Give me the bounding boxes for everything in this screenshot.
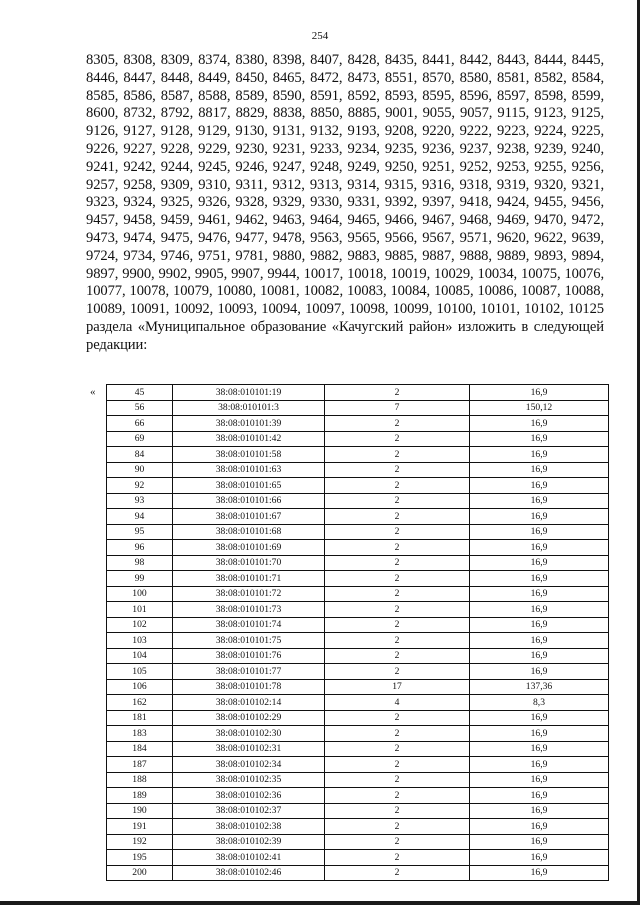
table-row (107, 819, 609, 835)
scan-edge-bottom (0, 901, 640, 905)
table-row (107, 586, 609, 602)
row-number-cell: 56 (107, 400, 173, 416)
table-body (107, 385, 609, 881)
table-row (107, 695, 609, 711)
value-cell: 16,9 (470, 834, 609, 850)
table-row (107, 757, 609, 773)
count-cell: 2 (325, 617, 470, 633)
count-cell: 2 (325, 633, 470, 649)
count-cell: 2 (325, 385, 470, 401)
count-cell: 2 (325, 447, 470, 463)
cadastral-number-cell: 38:08:010101:66 (173, 493, 325, 509)
table-row (107, 400, 609, 416)
table-row (107, 617, 609, 633)
row-number-cell: 69 (107, 431, 173, 447)
table-row (107, 385, 609, 401)
value-cell: 16,9 (470, 648, 609, 664)
table-row (107, 741, 609, 757)
row-number-cell: 189 (107, 788, 173, 804)
table-row (107, 710, 609, 726)
value-cell: 16,9 (470, 726, 609, 742)
count-cell: 2 (325, 540, 470, 556)
count-cell: 2 (325, 788, 470, 804)
cadastral-number-cell: 38:08:010101:70 (173, 555, 325, 571)
cadastral-number-cell: 38:08:010101:3 (173, 400, 325, 416)
count-cell: 2 (325, 416, 470, 432)
count-cell: 2 (325, 710, 470, 726)
row-number-cell: 106 (107, 679, 173, 695)
value-cell: 16,9 (470, 602, 609, 618)
count-cell: 2 (325, 803, 470, 819)
count-cell: 2 (325, 555, 470, 571)
cadastral-number-cell: 38:08:010102:46 (173, 865, 325, 881)
table-row (107, 602, 609, 618)
count-cell: 2 (325, 772, 470, 788)
count-cell: 2 (325, 571, 470, 587)
cadastral-number-cell: 38:08:010101:77 (173, 664, 325, 680)
value-cell: 16,9 (470, 540, 609, 556)
cadastral-number-cell: 38:08:010101:68 (173, 524, 325, 540)
value-cell: 16,9 (470, 819, 609, 835)
cadastral-number-cell: 38:08:010102:14 (173, 695, 325, 711)
row-number-cell: 99 (107, 571, 173, 587)
cadastral-number-cell: 38:08:010101:73 (173, 602, 325, 618)
row-number-cell: 195 (107, 850, 173, 866)
table-row (107, 679, 609, 695)
table-row (107, 447, 609, 463)
table-row (107, 524, 609, 540)
count-cell: 2 (325, 865, 470, 881)
table-row (107, 633, 609, 649)
cadastral-number-cell: 38:08:010101:69 (173, 540, 325, 556)
value-cell: 16,9 (470, 571, 609, 587)
value-cell: 16,9 (470, 803, 609, 819)
value-cell: 16,9 (470, 586, 609, 602)
cadastral-number-cell: 38:08:010102:39 (173, 834, 325, 850)
value-cell: 16,9 (470, 788, 609, 804)
row-number-cell: 93 (107, 493, 173, 509)
row-number-cell: 100 (107, 586, 173, 602)
cadastral-number-cell: 38:08:010101:67 (173, 509, 325, 525)
page-number: 254 (311, 30, 329, 42)
row-number-cell: 90 (107, 462, 173, 478)
value-cell: 16,9 (470, 555, 609, 571)
count-cell: 7 (325, 400, 470, 416)
value-cell: 16,9 (470, 509, 609, 525)
value-cell: 16,9 (470, 664, 609, 680)
row-number-cell: 190 (107, 803, 173, 819)
cadastral-number-cell: 38:08:010101:76 (173, 648, 325, 664)
cadastral-number-cell: 38:08:010102:36 (173, 788, 325, 804)
count-cell: 2 (325, 524, 470, 540)
row-number-cell: 102 (107, 617, 173, 633)
cadastral-number-cell: 38:08:010101:63 (173, 462, 325, 478)
row-number-cell: 92 (107, 478, 173, 494)
count-cell: 2 (325, 462, 470, 478)
table-row (107, 540, 609, 556)
value-cell: 16,9 (470, 710, 609, 726)
value-cell: 137,36 (470, 679, 609, 695)
value-cell: 8,3 (470, 695, 609, 711)
cadastral-number-cell: 38:08:010101:72 (173, 586, 325, 602)
row-number-cell: 96 (107, 540, 173, 556)
count-cell: 2 (325, 741, 470, 757)
count-cell: 2 (325, 602, 470, 618)
row-number-cell: 183 (107, 726, 173, 742)
row-number-cell: 66 (107, 416, 173, 432)
cadastral-number-cell: 38:08:010101:39 (173, 416, 325, 432)
count-cell: 2 (325, 431, 470, 447)
count-cell: 2 (325, 850, 470, 866)
cadastral-number-cell: 38:08:010101:74 (173, 617, 325, 633)
cadastral-number-cell: 38:08:010102:37 (173, 803, 325, 819)
cadastral-number-cell: 38:08:010101:65 (173, 478, 325, 494)
value-cell: 16,9 (470, 416, 609, 432)
cadastral-number-cell: 38:08:010101:71 (173, 571, 325, 587)
value-cell: 16,9 (470, 431, 609, 447)
value-cell: 16,9 (470, 493, 609, 509)
cadastral-number-cell: 38:08:010101:75 (173, 633, 325, 649)
row-number-cell: 200 (107, 865, 173, 881)
table-row (107, 648, 609, 664)
value-cell: 16,9 (470, 617, 609, 633)
row-number-cell: 104 (107, 648, 173, 664)
value-cell: 16,9 (470, 741, 609, 757)
cadastral-number-cell: 38:08:010102:34 (173, 757, 325, 773)
table-row (107, 555, 609, 571)
table-row (107, 416, 609, 432)
table-row (107, 772, 609, 788)
count-cell: 2 (325, 757, 470, 773)
table-row (107, 664, 609, 680)
row-number-cell: 184 (107, 741, 173, 757)
row-number-cell: 95 (107, 524, 173, 540)
value-cell: 16,9 (470, 850, 609, 866)
cadastral-number-cell: 38:08:010102:35 (173, 772, 325, 788)
table-row (107, 803, 609, 819)
table-row (107, 462, 609, 478)
count-cell: 2 (325, 648, 470, 664)
row-number-cell: 187 (107, 757, 173, 773)
cadastral-table (106, 384, 609, 881)
cadastral-number-cell: 38:08:010102:29 (173, 710, 325, 726)
row-number-cell: 94 (107, 509, 173, 525)
cadastral-number-cell: 38:08:010102:41 (173, 850, 325, 866)
value-cell: 16,9 (470, 865, 609, 881)
count-cell: 2 (325, 493, 470, 509)
table-row (107, 865, 609, 881)
count-cell: 2 (325, 509, 470, 525)
table-row (107, 726, 609, 742)
cadastral-number-cell: 38:08:010102:30 (173, 726, 325, 742)
value-cell: 16,9 (470, 478, 609, 494)
row-number-cell: 98 (107, 555, 173, 571)
row-number-cell: 45 (107, 385, 173, 401)
row-number-cell: 162 (107, 695, 173, 711)
table-row (107, 478, 609, 494)
body-paragraph: 8305, 8308, 8309, 8374, 8380, 8398, 8407, 8428, 8435, 8441, 8442, 8443, 8444, 8445, 8446, 8447, 8448, 8449, 8450, 8465, 8472, 8473, 8551, 8570, 8580, 8581, 8582, 8584, 8585, 8586, 8587, 8588, 8589, 8590, 8591, 8592, 8593, 8595, 8596, 8597, 8598, 8599, 8600, 8732, 8792, 8817, 8829, 8838, 8850, 8885, 9001, 9055, 9057, 9115, 9123, 9125, 9126, 9127, 9128, 9129, 9130, 9131, 9132, 9193, 9208, 9220, 9222, 9223, 9224, 9225, 9226, 9227, 9228, 9229, 9230, 9231, 9233, 9234, 9235, 9236, 9237, 9238, 9239, 9240, 9241, 9242, 9244, 9245, 9246, 9247, 9248, 9249, 9250, 9251, 9252, 9253, 9255, 9256, 9257, 9258, 9309, 9310, 9311, 9312, 9313, 9314, 9315, 9316, 9318, 9319, 9320, 9321, 9323, 9324, 9325, 9326, 9328, 9329, 9330, 9331, 9392, 9397, 9418, 9424, 9455, 9456, 9457, 9458, 9459, 9461, 9462, 9463, 9464, 9465, 9466, 9467, 9468, 9469, 9470, 9472, 9473, 9474, 9475, 9476, 9477, 9478, 9563, 9565, 9566, 9567, 9571, 9620, 9622, 9639, 9724, 9734, 9746, 9751, 9781, 9880, 9882, 9883, 9885, 9887, 9888, 9889, 9893, 9894, 9897, 9900, 9902, 9905, 9907, 9944, 10017, 10018, 10019, 10029, 10034, 10075, 10076, 10077, 10078, 10079, 10080, 10081, 10082, 10083, 10084, 10085, 10086, 10087, 10088, 10089, 10091, 10092, 10093, 10094, 10097, 10098, 10099, 10100, 10101, 10102, 10125 раздела «Муниципальное образование «Качугский район» изложить в следующей редакции: (86, 52, 604, 353)
count-cell: 2 (325, 478, 470, 494)
value-cell: 16,9 (470, 447, 609, 463)
value-cell: 16,9 (470, 772, 609, 788)
value-cell: 16,9 (470, 524, 609, 540)
cadastral-number-cell: 38:08:010101:19 (173, 385, 325, 401)
opening-quote-mark: « (90, 386, 96, 398)
table-row (107, 850, 609, 866)
table-row (107, 571, 609, 587)
cadastral-number-cell: 38:08:010101:58 (173, 447, 325, 463)
cadastral-number-cell: 38:08:010102:38 (173, 819, 325, 835)
count-cell: 2 (325, 819, 470, 835)
value-cell: 16,9 (470, 462, 609, 478)
count-cell: 4 (325, 695, 470, 711)
row-number-cell: 192 (107, 834, 173, 850)
row-number-cell: 188 (107, 772, 173, 788)
value-cell: 150,12 (470, 400, 609, 416)
table-row (107, 788, 609, 804)
count-cell: 2 (325, 664, 470, 680)
table-row (107, 493, 609, 509)
count-cell: 2 (325, 834, 470, 850)
count-cell: 2 (325, 586, 470, 602)
row-number-cell: 191 (107, 819, 173, 835)
row-number-cell: 84 (107, 447, 173, 463)
row-number-cell: 101 (107, 602, 173, 618)
cadastral-number-cell: 38:08:010101:42 (173, 431, 325, 447)
row-number-cell: 103 (107, 633, 173, 649)
row-number-cell: 105 (107, 664, 173, 680)
cadastral-number-cell: 38:08:010102:31 (173, 741, 325, 757)
count-cell: 17 (325, 679, 470, 695)
row-number-cell: 181 (107, 710, 173, 726)
count-cell: 2 (325, 726, 470, 742)
table-row (107, 431, 609, 447)
table-row (107, 509, 609, 525)
table-row (107, 834, 609, 850)
value-cell: 16,9 (470, 385, 609, 401)
value-cell: 16,9 (470, 633, 609, 649)
value-cell: 16,9 (470, 757, 609, 773)
cadastral-number-cell: 38:08:010101:78 (173, 679, 325, 695)
